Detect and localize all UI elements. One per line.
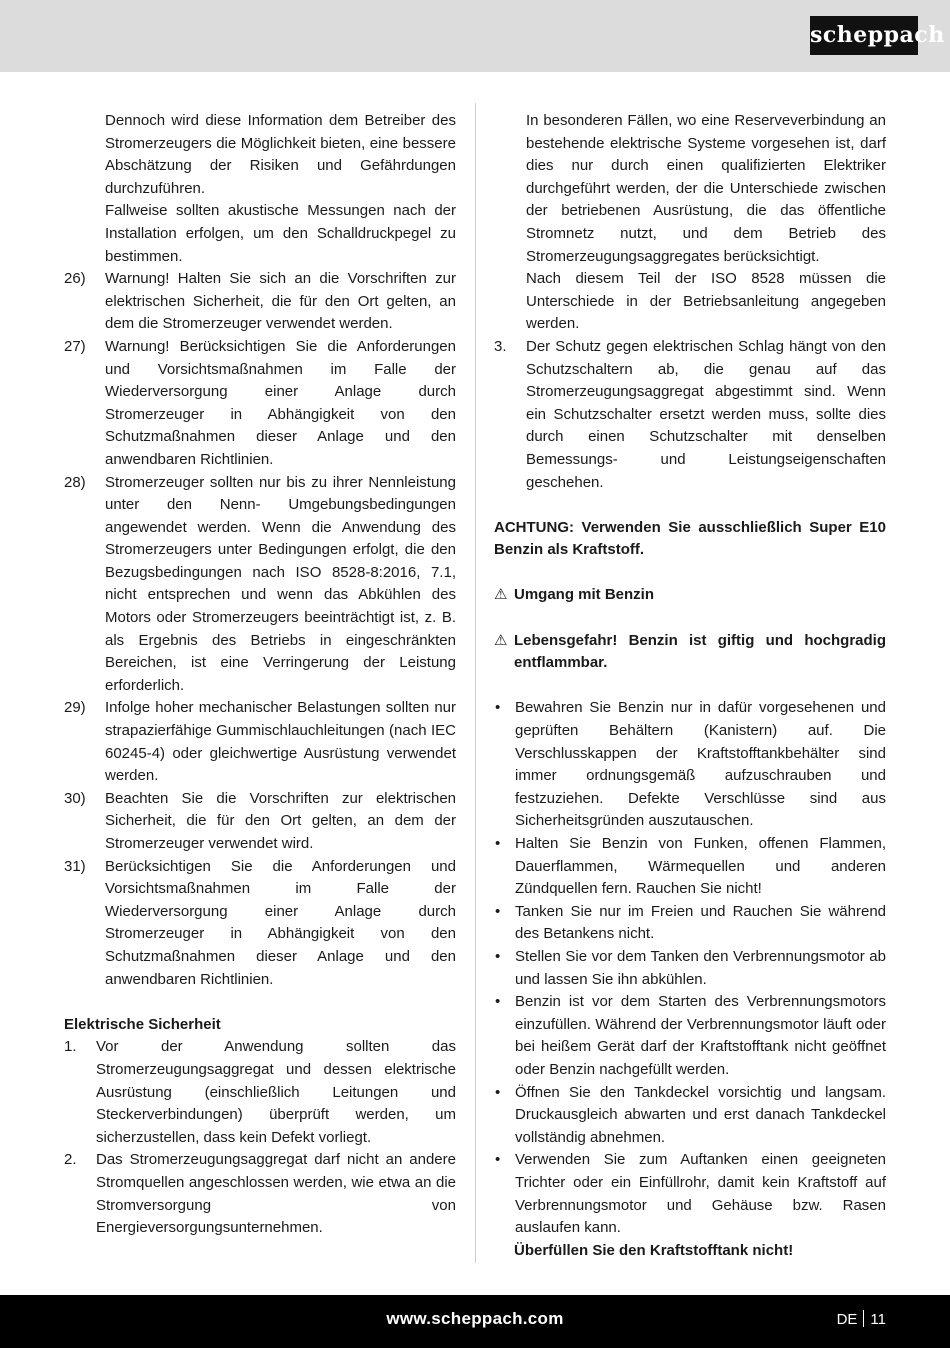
list-item — [64, 472, 456, 698]
item-number: 2. — [64, 1151, 77, 1169]
warning-heading — [494, 630, 886, 675]
spacer — [494, 494, 886, 517]
bullet-text: Benzin ist vor dem Starten des Verbrennungsmotors einzufüllen. Während der Verbrennungsmotor läuft oder bei heißem Gerät darf der Kraftstofftank nicht geöffnet oder Benzin nachgefüllt werden. — [515, 993, 886, 1078]
item-number: 31) — [64, 857, 86, 875]
bullet-item — [494, 991, 886, 1081]
left-column — [64, 110, 456, 1240]
spacer — [64, 991, 456, 1014]
page-info — [837, 1310, 886, 1328]
warning-triangle-icon: ⚠ — [494, 631, 508, 649]
item-number: 29) — [64, 699, 86, 717]
item-text: Der Schutz gegen elektrischen Schlag hängt von den Schutzschaltern ab, die genau auf das Stromerzeugungsaggregat abgestimmt sind. Wenn ein Schutzschalter ersetzt werden muss, sollte dies durch einen Schutzschalter mit denselben Bemessungs- und Leistungseigenschaften geschehen. — [526, 337, 886, 491]
separator — [863, 1310, 864, 1327]
section-title: Elektrische Sicherheit — [64, 1015, 221, 1033]
item-text: Stromerzeuger sollten nur bis zu ihrer Nennleistung unter den Nenn- Umgebungsbedingungen angewendet werden. Wenn die Anwendung des Stromerzeugers unter Bedingungen erfolgt, die den Bezugsbedingungen nach ISO 8528-8:2016, 7.1, nicht entsprechen und wenn das Abkühlen des Motors oder Stromerzeugers beeinträchtigt ist, z. B. als Ergebnis des Betriebs in eingeschränkten Bereichen, ist eine Verringerung der Leistung erforderlich. — [105, 473, 456, 694]
bullet-text: Tanken Sie nur im Freien und Rauchen Sie während des Betankens nicht. — [515, 902, 886, 943]
spacer — [494, 675, 886, 698]
list-item — [64, 697, 456, 787]
bullet-item — [494, 1082, 886, 1150]
bullet-icon: • — [495, 835, 501, 852]
warning-text: Umgang mit Benzin — [514, 586, 655, 604]
bullet-item — [494, 833, 886, 901]
item-text: Infolge hoher mechanischer Belastungen sollten nur strapazierfähige Gummischlauchleitungen (nach IEC 60245-4) oder gleichwertige Ausrüstung verwendet werden. — [105, 699, 456, 785]
list-item — [64, 1036, 456, 1149]
list-item — [64, 788, 456, 856]
item-number: 26) — [64, 270, 86, 288]
attention-note: ACHTUNG: Verwenden Sie ausschließlich Super E10 Benzin als Kraftstoff. — [494, 518, 886, 559]
item-number: 27) — [64, 337, 86, 355]
bullet-item — [494, 1149, 886, 1239]
warning-text: Lebensgefahr! Benzin ist giftig und hochgradig entflammbar. — [514, 631, 886, 672]
warning-heading — [494, 584, 886, 607]
brand-logo: scheppach — [810, 16, 918, 55]
page-number: 11 — [870, 1311, 886, 1328]
list-item — [64, 336, 456, 472]
list-item — [64, 268, 456, 336]
list-item — [64, 1149, 456, 1239]
item-text: Berücksichtigen Sie die Anforderungen und Vorsichtsmaßnahmen im Falle der Wiederversorgung einer Anlage durch Stromerzeuger in Abhängigkeit von den Schutzmaßnahmen dieser Anlage und den anwendbaren Richtlinien. — [105, 857, 456, 988]
final-warning: Überfüllen Sie den Kraftstofftank nicht! — [514, 1241, 794, 1259]
list-item — [494, 336, 886, 494]
footer-bar — [0, 1295, 950, 1348]
bullet-icon: • — [495, 1151, 501, 1169]
paragraph: Nach diesem Teil der ISO 8528 müssen die Unterschiede in der Betriebsanleitung angegeben werden. — [526, 270, 886, 333]
language-code: DE — [836, 1311, 858, 1328]
item-number: 1. — [64, 1038, 77, 1056]
item-text: Warnung! Halten Sie sich an die Vorschriften zur elektrischen Sicherheit, die für den Ort gelten, an dem die Stromerzeuger verwendet werden. — [105, 270, 456, 333]
item-text: Das Stromerzeugungsaggregat darf nicht an andere Stromquellen angeschlossen werden, wie etwa an die Stromversorgung von Energieversorgungsunternehmen. — [96, 1151, 456, 1237]
header-bar — [0, 0, 950, 72]
bullet-icon: • — [495, 699, 501, 717]
bullet-text: Öffnen Sie den Tankdeckel vorsichtig und langsam. Druckausgleich abwarten und erst danach Tankdeckel vollständig abnehmen. — [515, 1083, 886, 1146]
spacer — [494, 562, 886, 585]
website-link[interactable]: www.scheppach.com — [386, 1309, 564, 1328]
item-number: 28) — [64, 473, 86, 491]
column-divider — [475, 103, 476, 1263]
warning-triangle-icon: ⚠ — [494, 586, 508, 604]
bullet-item — [494, 901, 886, 946]
item-text: Warnung! Berücksichtigen Sie die Anforderungen und Vorsichtsmaßnahmen im Falle der Wiederversorgung einer Anlage durch Stromerzeuger in Abhängigkeit von den Schutzmaßnahmen dieser Anlage und den anwendbaren Richtlinien. — [105, 337, 456, 468]
item-number: 30) — [64, 789, 86, 807]
bullet-text: Stellen Sie vor dem Tanken den Verbrennungsmotor ab und lassen Sie ihn abkühlen. — [515, 947, 886, 988]
paragraph: Dennoch wird diese Information dem Betreiber des Stromerzeugers die Möglichkeit bieten, eine bessere Abschätzung der Risiken und Gefährdungen durchzuführen. — [105, 112, 456, 197]
item-text: Vor der Anwendung sollten das Stromerzeugungsaggregat und dessen elektrische Ausrüstung (einschließlich Leitungen und Steckerverbindungen) überprüft werden, um sicherzustellen, dass kein Defekt vorliegt. — [96, 1038, 456, 1146]
item-text: Beachten Sie die Vorschriften zur elektrischen Sicherheit, die für den Ort gelten, an dem der Stromerzeuger verwendet wird. — [105, 789, 456, 852]
bullet-item — [494, 946, 886, 991]
list-item — [64, 856, 456, 992]
bullet-item — [494, 697, 886, 833]
bullet-icon: • — [495, 947, 501, 965]
bullet-icon: • — [495, 1083, 501, 1101]
bullet-icon: • — [495, 993, 501, 1011]
right-column — [494, 110, 886, 1262]
bullet-icon: • — [495, 902, 501, 920]
item-number: 3. — [494, 337, 507, 355]
bullet-text: Bewahren Sie Benzin nur in dafür vorgesehenen und geprüften Behältern (Kanistern) auf. Die Verschlusskappen der Kraftstofftankbehälter sind immer ordnungsgemäß aufzuschrauben und festzuziehen. Defekte Verschlüsse sind aus Sicherheitsgründen auszutauschen. — [515, 699, 886, 830]
spacer — [494, 607, 886, 630]
bullet-text: Halten Sie Benzin von Funken, offenen Flammen, Dauerflammen, Wärmequellen und anderen Zündquellen fern. Rauchen Sie nicht! — [515, 835, 886, 898]
paragraph: In besonderen Fällen, wo eine Reserveverbindung an bestehende elektrische Systeme vorgesehen ist, darf dies nur durch einen qualifizierten Elektriker durchgeführt werden, der die Unterschiede zwischen der betriebenen Ausrüstung, die das öffentliche Stromnetz nutzt, und dem Betrieb des Stromerzeugungsaggregates berücksichtigt. — [526, 112, 886, 265]
bullet-text: Verwenden Sie zum Auftanken einen geeigneten Trichter oder ein Einfüllrohr, damit kein Kraftstoff auf Verbrennungsmotor und Gehäuse bzw. Rasen auslaufen kann. — [515, 1151, 886, 1237]
paragraph: Fallweise sollten akustische Messungen nach der Installation erfolgen, um den Schalldruckpegel zu bestimmen. — [105, 202, 456, 265]
